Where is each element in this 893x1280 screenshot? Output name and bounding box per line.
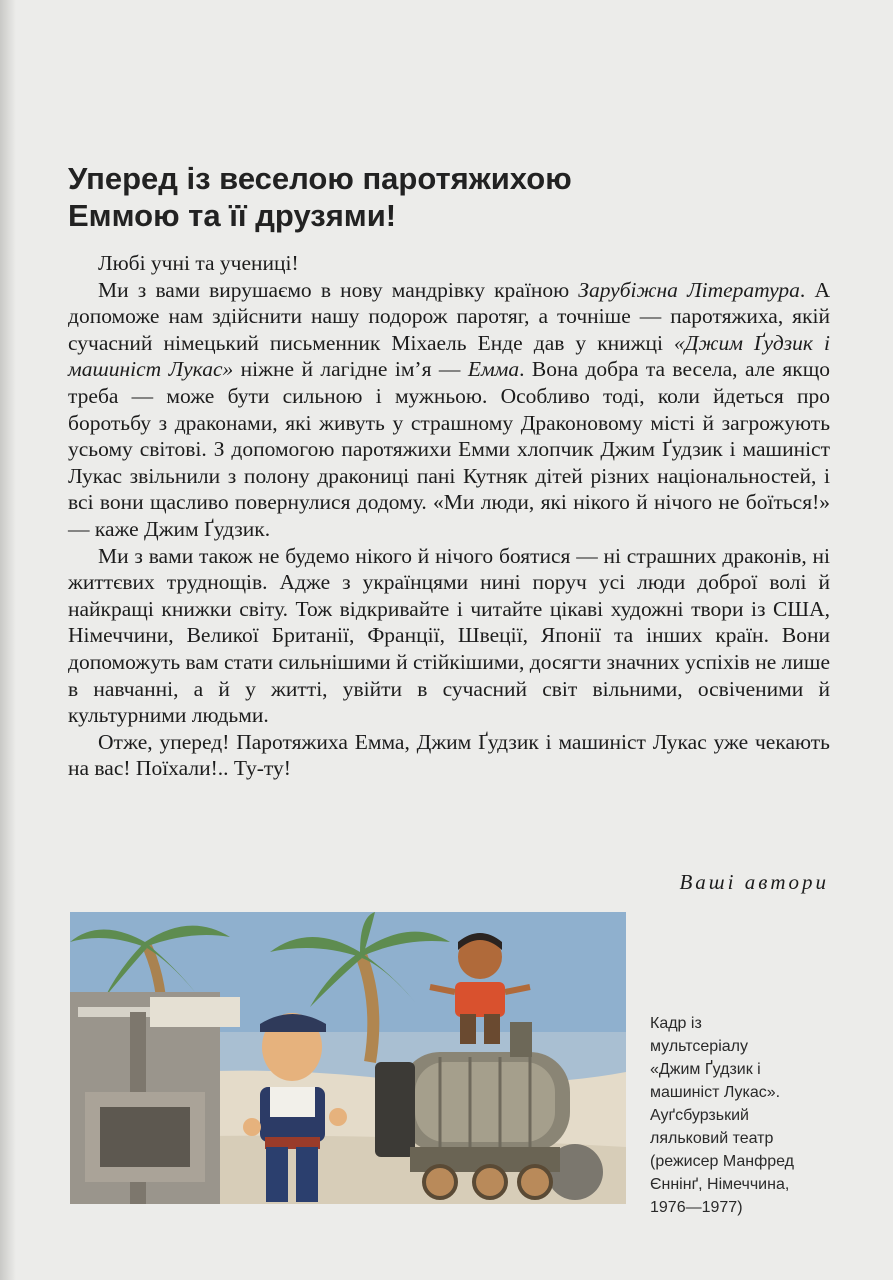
- paragraph-1: [68, 277, 830, 543]
- paragraph-2: Ми з вами також не будемо нікого й нічого боятися — ні страшних драконів, ні життєвих труднощів. Адже з українцями нині поруч усі люди доброї волі й найкращі книжки світу. Тож відкривайте і читайте цікаві художні твори із США, Німеччини, Великої Британії, Франції, Швеції, Японії та інших країн. Вони допоможуть вам стати сильнішими й стійкішими, досягти значних успіхів не лише в навчанні, а й у житті, увійти в сучасний світ вільними, освіченими й культурними людьми.: [68, 543, 830, 728]
- country-name-italic: Зарубіжна Література: [578, 277, 800, 302]
- text-run: Ми з вами вирушаємо в нову мандрівку країною: [98, 277, 579, 302]
- caption-line: Ауґсбурзький: [650, 1107, 749, 1124]
- caption-line: Кадр із: [650, 1015, 702, 1032]
- caption-line: мультсеріалу: [650, 1038, 748, 1055]
- caption-line: машиніст Лукас».: [650, 1084, 781, 1101]
- intro-text: [68, 250, 830, 782]
- text-run: . Вона добра та весела, але якщо треба — може бути сильною і мужньою. Особливо тоді, коли йдеться про боротьбу з драконами, які живуть у страшному Драконовому місті й загрожують усьому світові. З допомогою паротяжихи Емми хлопчик Джим Ґудзик і машиніст Лукас звільнили з полону драконицi пані Кутняк дітей різних національностей, і всі вони щасливо повернулися додому. «Ми люди, які нікого й нічого не боїться!» — каже Джим Ґудзик.: [68, 357, 830, 541]
- photo-caption: [650, 1012, 870, 1219]
- photo-illustration: [70, 912, 626, 1204]
- page-edge-shadow: [0, 0, 16, 1280]
- title-line-2: Еммою та її друзями!: [68, 198, 397, 233]
- authors-signature: Ваші автори: [679, 870, 829, 894]
- caption-line: Єннінґ, Німеччина,: [650, 1176, 790, 1193]
- caption-line: ляльковий театр: [650, 1130, 774, 1147]
- puppet-show-photo: [70, 912, 626, 1204]
- name-italic: Емма: [467, 357, 520, 382]
- greeting: Любі учні та учениці!: [98, 251, 299, 275]
- caption-line: «Джим Ґудзик і: [650, 1061, 761, 1078]
- text-run: ніжне й лагідне ім’я —: [233, 357, 468, 382]
- text-run: . А допоможе нам здійснити нашу подорож паротяг, а точніше — паротяжиха, якій сучасний німецький письменник Міхаель Енде дав у книжці: [68, 277, 830, 355]
- page-title: [68, 160, 788, 234]
- book-title-italic: «Джим Ґудзик і машиніст Лукас»: [68, 330, 830, 382]
- caption-line: (режисер Манфред: [650, 1153, 795, 1170]
- caption-line: 1976—1977): [650, 1199, 743, 1216]
- paragraph-3: Отже, уперед! Паротяжиха Емма, Джим Ґудзик і машиніст Лукас уже чекають на вас! Поїхали!.. Ту-ту!: [68, 729, 830, 781]
- title-line-1: Уперед із веселою паротяжихою: [68, 161, 572, 196]
